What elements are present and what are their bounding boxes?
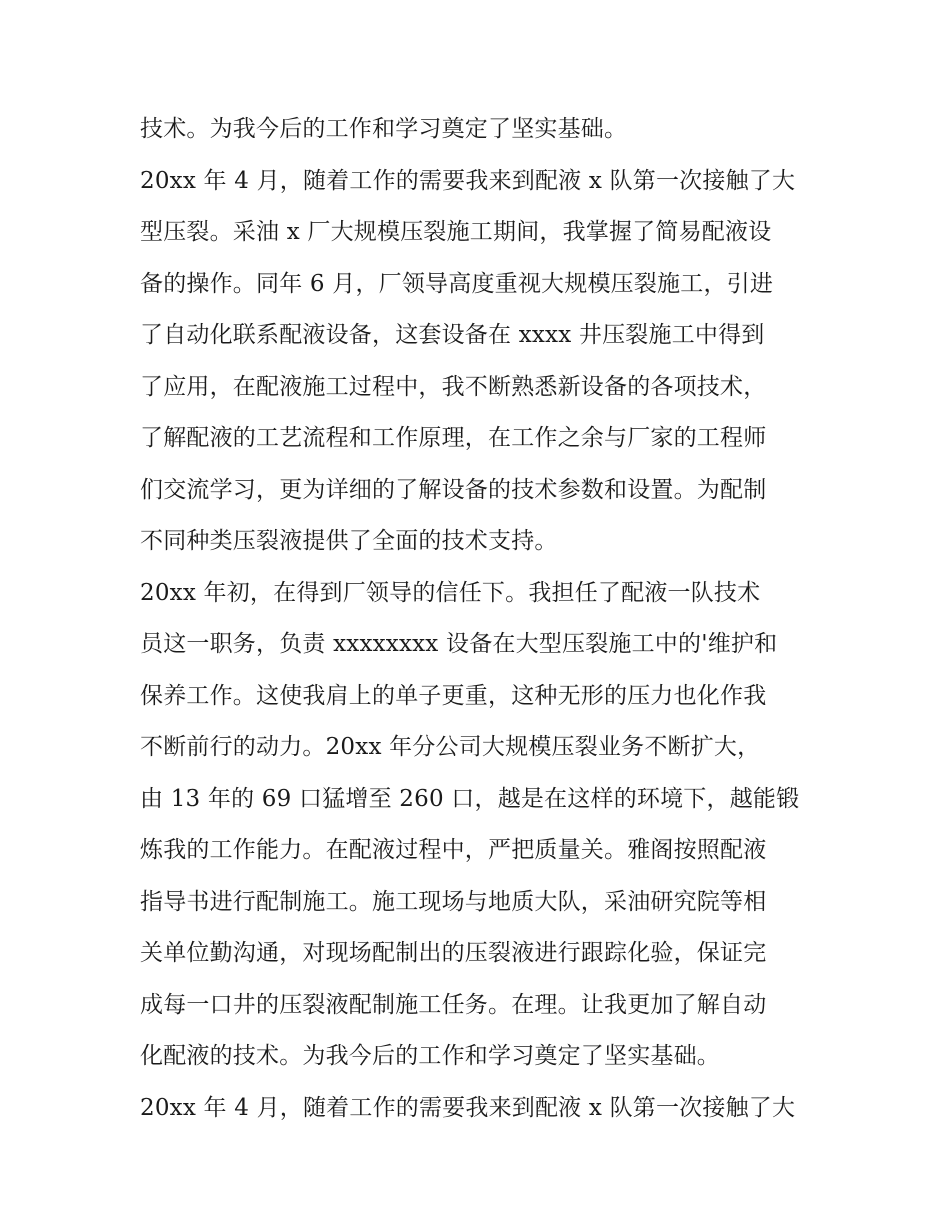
text-line-2: 20xx 年 4 月，随着工作的需要我来到配液 x 队第一次接触了大: [140, 167, 796, 194]
text-line-3: 型压裂。采油 x 厂大规模压裂施工期间，我掌握了简易配液设: [140, 219, 772, 245]
text-line-19: 化配液的技术。为我今后的工作和学习奠定了坚实基础。: [140, 1043, 720, 1069]
text-line-17: 关单位勤沟通，对现场配制出的压裂液进行跟踪化验，保证完: [140, 940, 767, 966]
text-line-6: 了应用，在配液施工过程中，我不断熟悉新设备的各项技术，: [140, 373, 767, 400]
text-line-4: 备的操作。同年 6 月，厂领导高度重视大规模压裂施工，引进: [140, 270, 774, 297]
text-line-20: 20xx 年 4 月，随着工作的需要我来到配液 x 队第一次接触了大: [140, 1094, 796, 1121]
text-line-10: 20xx 年初，在得到厂领导的信任下。我担任了配液一队技术: [140, 579, 761, 606]
text-line-12: 保养工作。这使我肩上的单子更重，这种无形的压力也化作我: [140, 682, 767, 709]
text-line-1: 技术。为我今后的工作和学习奠定了坚实基础。: [140, 116, 628, 142]
document-body-text: [140, 104, 820, 1134]
text-line-15: 炼我的工作能力。在配液过程中，严把质量关。雅阁按照配液: [140, 837, 767, 863]
text-line-5: 了自动化联系配液设备，这套设备在 xxxx 井压裂施工中得到: [140, 322, 765, 348]
text-line-18: 成每一口井的压裂液配制施工任务。在理。让我更加了解自动: [140, 991, 767, 1018]
text-line-8: 们交流学习，更为详细的了解设备的技术参数和设置。为配制: [140, 476, 767, 503]
text-line-11: 员这一职务，负责 xxxxxxxx 设备在大型压裂施工中的'维护和: [140, 631, 778, 657]
text-line-13: 不断前行的动力。20xx 年分公司大规模压裂业务不断扩大，: [140, 734, 761, 760]
text-line-16: 指导书进行配制施工。施工现场与地质大队，采油研究院等相: [140, 888, 767, 915]
text-line-14: 由 13 年的 69 口猛增至 260 口，越是在这样的环境下，越能锻: [140, 785, 800, 812]
text-line-9: 不同种类压裂液提供了全面的技术支持。: [140, 528, 558, 554]
text-line-7: 了解配液的工艺流程和工作原理，在工作之余与厂家的工程师: [140, 425, 767, 451]
